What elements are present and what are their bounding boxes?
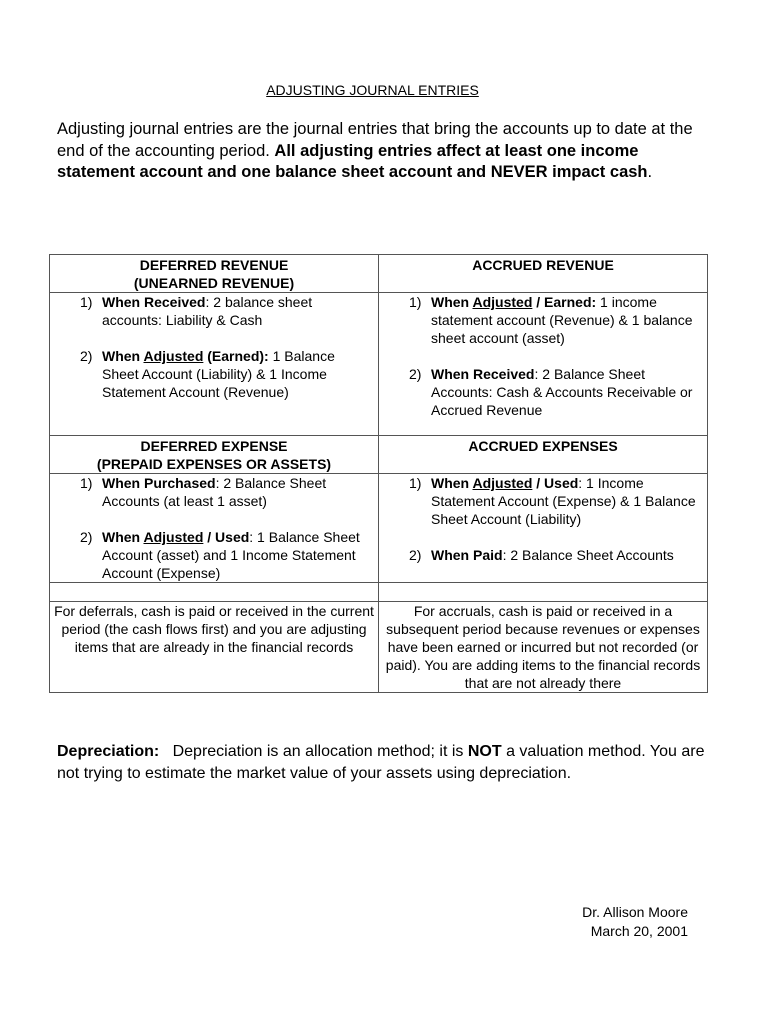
item-number: 1) [409, 475, 422, 491]
accrued-expenses-list [383, 474, 703, 564]
empty-cell [50, 583, 379, 602]
intro-paragraph [57, 119, 707, 184]
item-number: 1) [80, 294, 93, 310]
accrued-expenses-header [379, 436, 708, 474]
item-number: 2) [80, 348, 93, 364]
revenue-header-row [50, 255, 708, 293]
item-label-start: When [102, 348, 144, 364]
list-item [383, 365, 703, 419]
item-label: When Paid [431, 547, 503, 563]
item-label-underlined: Adjusted [472, 294, 533, 310]
item-text: : 2 Balance Sheet Accounts (at least 1 asset) [102, 475, 327, 509]
item-label [102, 529, 249, 545]
depreciation-paragraph [57, 741, 707, 784]
intro-bold-text: All adjusting entries affect at least one income statement account and one balance sheet account and NEVER impact cash [57, 141, 648, 181]
item-text: : 2 Balance Sheet Accounts [502, 547, 674, 563]
item-label-end: / Used [203, 529, 250, 545]
item-text: : 2 Balance Sheet Accounts: Cash & Accounts Receivable or Accrued Revenue [431, 366, 693, 418]
list-item [54, 528, 374, 582]
intro-text: Adjusting journal entries are the journal entries that bring the accounts up to date at the end of the accounting period. [57, 120, 693, 160]
accrued-expenses-cell [379, 474, 708, 583]
notes-row [50, 602, 708, 693]
adjusting-entries-table [49, 254, 708, 693]
accrued-revenue-header [379, 255, 708, 293]
item-label [431, 475, 578, 491]
list-item [383, 474, 703, 528]
header-subline: (UNEARNED REVENUE) [133, 275, 295, 291]
signature-block [500, 903, 688, 941]
deferred-revenue-list [54, 293, 374, 401]
intro-end: . [647, 163, 653, 181]
item-label-start: When [431, 294, 473, 310]
item-text: : 2 balance sheet accounts: Liability & Cash [102, 294, 313, 328]
deferred-expense-list [54, 474, 374, 582]
deferred-revenue-header [50, 255, 379, 293]
document-date: March 20, 2001 [590, 923, 688, 939]
item-label-underlined: Adjusted [143, 348, 204, 364]
item-label: When Received [102, 294, 206, 310]
item-label-end: / Earned: [532, 294, 597, 310]
item-label [102, 348, 269, 364]
expense-header-row [50, 436, 708, 474]
list-item [54, 347, 374, 401]
item-number: 2) [80, 529, 93, 545]
author-name: Dr. Allison Moore [582, 904, 688, 920]
header-line: DEFERRED EXPENSE [140, 438, 288, 454]
item-number: 1) [409, 294, 422, 310]
list-item [383, 293, 703, 347]
deferred-expense-header [50, 436, 379, 474]
depreciation-label: Depreciation: [57, 743, 160, 760]
deferrals-note: For deferrals, cash is paid or received in the current period (the cash flows first) and you are adjusting items that are already in the financial records [50, 602, 379, 693]
header-subline: (PREPAID EXPENSES OR ASSETS) [96, 456, 332, 472]
item-label: When Received [431, 366, 535, 382]
list-item [54, 474, 374, 510]
item-label-end: (Earned): [203, 348, 269, 364]
depreciation-bold: NOT [467, 743, 502, 760]
depreciation-text: Depreciation is an allocation method; it is [159, 743, 468, 760]
header-line: ACCRUED REVENUE [472, 257, 614, 273]
item-label [431, 294, 596, 310]
accruals-note: For accruals, cash is paid or received in a subsequent period because revenues or expenses have been earned or incurred but not recorded (or paid). You are adding items to the financial records that are not already there [379, 602, 708, 693]
item-text: : 1 Balance Sheet Account (asset) and 1 Income Statement Account (Expense) [102, 529, 360, 581]
list-item [383, 546, 703, 564]
list-item [54, 293, 374, 329]
header-line: ACCRUED EXPENSES [468, 438, 618, 454]
item-number: 2) [409, 366, 422, 382]
item-text: : 1 Income Statement Account (Expense) & 1 Balance Sheet Account (Liability) [431, 475, 696, 527]
revenue-body-row [50, 293, 708, 436]
item-label-end: / Used [532, 475, 579, 491]
deferred-revenue-cell [50, 293, 379, 436]
deferred-expense-cell [50, 474, 379, 583]
item-label-underlined: Adjusted [472, 475, 533, 491]
accrued-revenue-cell [379, 293, 708, 436]
depreciation-text-end: a valuation method. You are not trying to estimate the market value of your assets using depreciation. [57, 743, 705, 782]
item-text: 1 Balance Sheet Account (Liability) & 1 Income Statement Account (Revenue) [102, 348, 335, 400]
item-text: 1 income statement account (Revenue) & 1 balance sheet account (asset) [431, 294, 693, 346]
spacer-row [50, 583, 708, 602]
item-number: 1) [80, 475, 93, 491]
item-label-start: When [431, 475, 473, 491]
expense-body-row [50, 474, 708, 583]
item-label: When Purchased [102, 475, 216, 491]
empty-cell [379, 583, 708, 602]
item-label-underlined: Adjusted [143, 529, 204, 545]
page-title: ADJUSTING JOURNAL ENTRIES [266, 82, 479, 98]
item-number: 2) [409, 547, 422, 563]
header-line: DEFERRED REVENUE [139, 257, 289, 273]
accrued-revenue-list [383, 293, 703, 419]
item-label-start: When [102, 529, 144, 545]
